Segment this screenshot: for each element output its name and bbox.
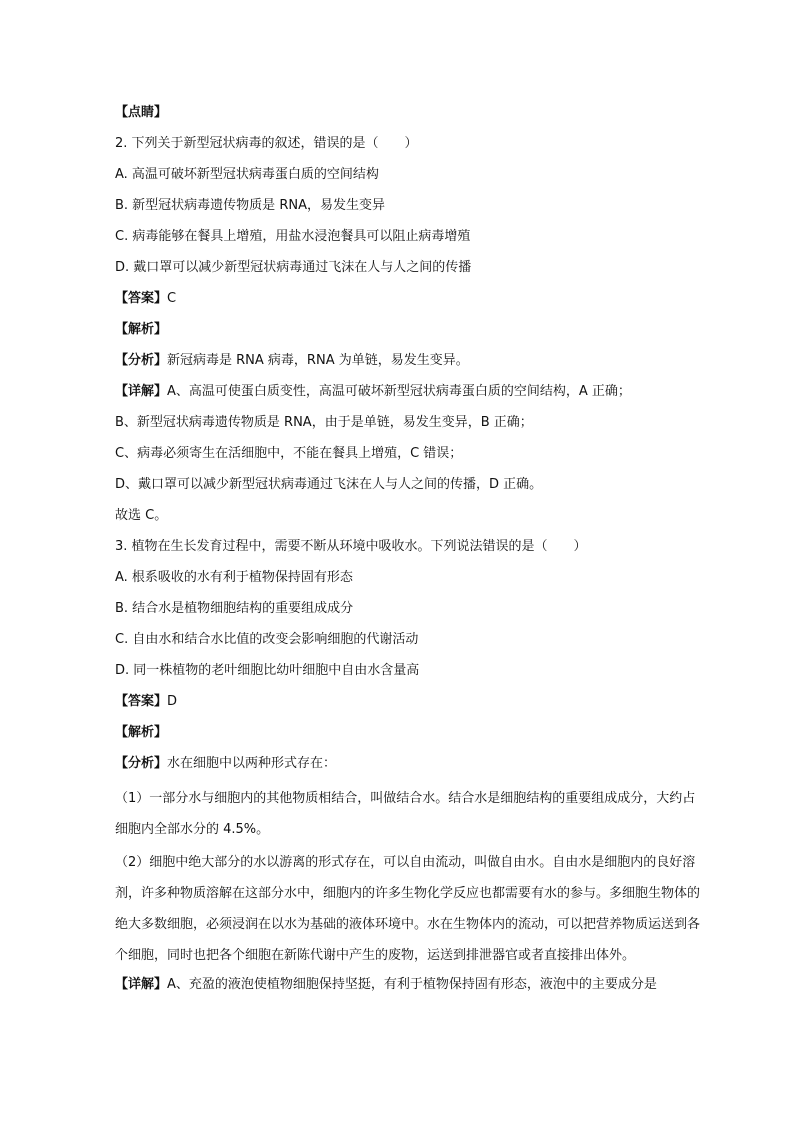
document-page	[115, 101, 705, 1004]
text-line	[115, 535, 705, 566]
document-lines	[115, 101, 705, 783]
line-text: C. 自由水和结合水比值的改变会影响细胞的代谢活动	[115, 632, 419, 647]
text-line	[115, 690, 705, 721]
text-line	[115, 504, 705, 535]
line-text: 故选 C。	[115, 508, 168, 523]
line-text: C	[167, 291, 177, 306]
text-line	[115, 287, 705, 318]
line-text: D. 同一株植物的老叶细胞比幼叶细胞中自由水含量高	[115, 663, 420, 678]
text-line	[115, 566, 705, 597]
line-text: A. 根系吸收的水有利于植物保持固有形态	[115, 570, 353, 585]
section-tag: 【解析】	[115, 725, 168, 740]
text-line	[115, 318, 705, 349]
paragraph-bound-water: （1）一部分水与细胞内的其他物质相结合，叫做结合水。结合水是细胞结构的重要组成成分，大约占细胞内全部水分的 4.5%。	[115, 791, 696, 837]
line-text: B. 结合水是植物细胞结构的重要组成成分	[115, 601, 354, 616]
text-line	[115, 101, 705, 132]
text-line	[115, 597, 705, 628]
section-tag: 【详解】	[115, 384, 168, 399]
section-tag: 【答案】	[115, 291, 168, 306]
text-line	[115, 132, 705, 163]
text-line	[115, 411, 705, 442]
section-tag: 【点睛】	[115, 105, 168, 120]
line-text: C. 病毒能够在餐具上增殖，用盐水浸泡餐具可以阻止病毒增殖	[115, 229, 471, 244]
text-line	[115, 380, 705, 411]
text-line	[115, 256, 705, 287]
line-text: A、高温可使蛋白质变性，高温可破坏新型冠状病毒蛋白质的空间结构，A 正确；	[167, 384, 631, 399]
text-line	[115, 628, 705, 659]
text-line	[115, 752, 705, 783]
line-text: B. 新型冠状病毒遗传物质是 RNA，易发生变异	[115, 198, 385, 213]
section-tag: 【分析】	[115, 353, 168, 368]
paragraph-free-water: （2）细胞中绝大部分的水以游离的形式存在，可以自由流动，叫做自由水。自由水是细胞内的良好溶剂，许多种物质溶解在这部分水中，细胞内的许多生物化学反应也都需要有水的参与。多细胞生物体的绝大多数细胞，必须浸润在以水为基础的液体环境中。水在生物体内的流动，可以把营养物质运送到各个细胞，同时也把各个细胞在新陈代谢中产生的废物，运送到排泄器官或者直接排出体外。	[115, 855, 701, 963]
text-line	[115, 721, 705, 752]
text-line	[115, 659, 705, 690]
detail-line-last	[115, 973, 705, 1004]
section-tag: 【解析】	[115, 322, 168, 337]
line-text: D. 戴口罩可以减少新型冠状病毒通过飞沫在人与人之间的传播	[115, 260, 472, 275]
line-text: 新冠病毒是 RNA 病毒，RNA 为单链，易发生变异。	[167, 353, 469, 368]
text-line	[115, 225, 705, 256]
line-text: A、充盈的液泡使植物细胞保持坚挺，有利于植物保持固有形态，液泡中的主要成分是	[167, 977, 657, 992]
section-tag: 【答案】	[115, 694, 168, 709]
text-line	[115, 349, 705, 380]
section-tag: 【详解】	[115, 977, 168, 992]
line-text: D	[167, 694, 178, 709]
line-text: C、病毒必须寄生在活细胞中，不能在餐具上增殖，C 错误；	[115, 446, 463, 461]
section-tag: 【分析】	[115, 756, 168, 771]
line-text: A. 高温可破坏新型冠状病毒蛋白质的空间结构	[115, 167, 379, 182]
text-line	[115, 442, 705, 473]
line-text: B、新型冠状病毒遗传物质是 RNA，由于是单链，易发生变异，B 正确；	[115, 415, 533, 430]
line-text: 水在细胞中以两种形式存在：	[167, 756, 337, 771]
text-line	[115, 163, 705, 194]
text-line	[115, 473, 705, 504]
text-line	[115, 194, 705, 225]
line-text: 3. 植物在生长发育过程中，需要不断从环境中吸收水。下列说法错误的是（ ）	[115, 539, 587, 554]
line-text: D、戴口罩可以减少新型冠状病毒通过飞沫在人与人之间的传播，D 正确。	[115, 477, 543, 492]
line-text: 2. 下列关于新型冠状病毒的叙述，错误的是（ ）	[115, 136, 418, 151]
